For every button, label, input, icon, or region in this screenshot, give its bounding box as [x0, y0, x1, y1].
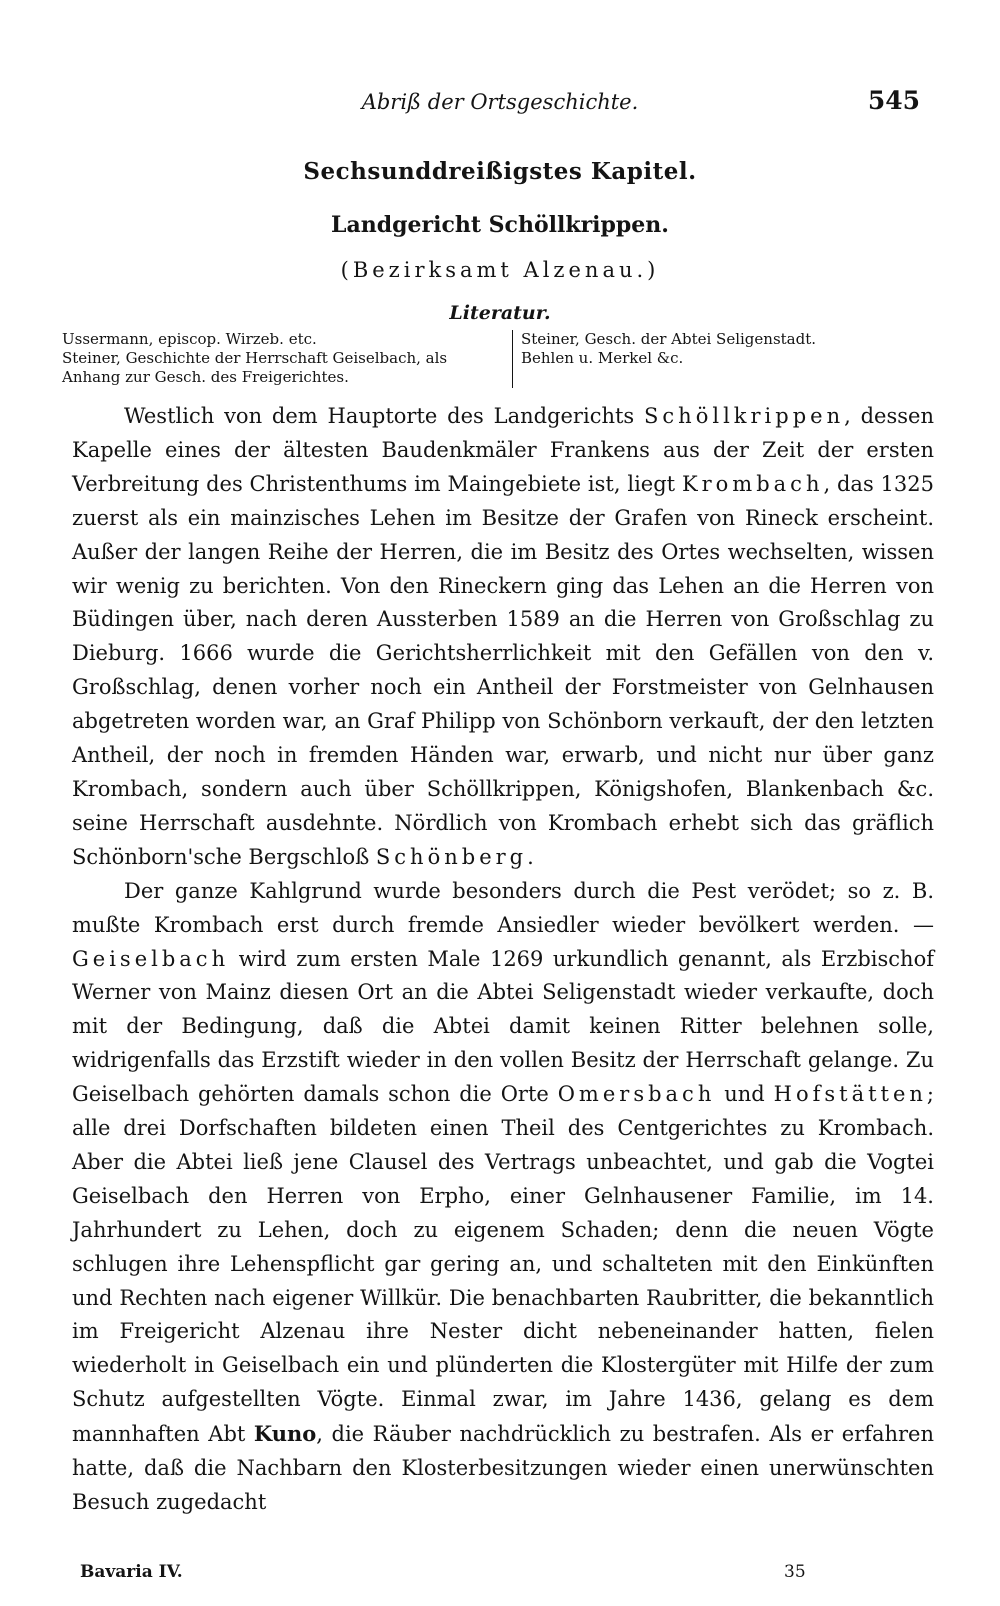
page-footer: [0, 1562, 1000, 1586]
literature-left-column: [62, 330, 500, 387]
chapter-title: Sechsunddreißigstes Kapitel.: [303, 158, 697, 185]
paragraph: Der ganze Kahlgrund wurde besonders durch die Pest verödet; so z. B. mußte Krombach erst durch fremde Ansiedler wieder bevölkert werden. — Geiselbach wird zum ersten Male 1269 urkundlich genannt, als Erzbischof Werner von Mainz diesen Ort an die Abtei Seligenstadt wieder verkaufte, doch mit der Bedingung, daß die Abtei damit keinen Ritter belehnen solle, widrigenfalls das Erzstift wieder in den vollen Besitz der Herrschaft gelange. Zu Geiselbach gehörten damals schon die Orte Omersbach und Hofstätten; alle drei Dorfschaften bildeten einen Theil des Centgerichtes zu Krombach. Aber die Abtei ließ jene Clausel des Vertrags unbeachtet, und gab die Vogtei Geiselbach den Herren von Erpho, einer Gelnhausener Familie, im 14. Jahrhundert zu Lehen, doch zu eigenem Schaden; denn die neuen Vögte schlugen ihre Lehenspflicht gar gering an, und schalteten mit den Einkünften und Rechten nach eigener Willkür. Die benachbarten Raubritter, die bekanntlich im Freigericht Alzenau ihre Nester dicht nebeneinander hatten, fielen wiederholt in Geiselbach ein und plünderten die Klostergüter mit Hilfe der zum Schutz aufgestellten Vögte. Einmal zwar, im Jahre 1436, gelang es dem mannhaften Abt Kuno, die Räuber nachdrücklich zu bestrafen. Als er erfahren hatte, daß die Nachbarn den Klosterbesitzungen wieder einen unerwünschten Besuch zugedacht: [72, 878, 934, 1514]
place-name: Schönberg: [375, 844, 528, 869]
body-text: [72, 400, 934, 1520]
page-number: 545: [867, 86, 920, 115]
place-name: Geiselbach: [72, 946, 230, 971]
running-head: [0, 86, 1000, 126]
place-name: Krombach: [681, 471, 824, 496]
literature-entry: Anhang zur Gesch. des Freigerichtes.: [62, 368, 349, 386]
paragraph: Westlich von dem Hauptorte des Landgerichts Schöllkrippen, dessen Kapelle eines der ältesten Baudenkmäler Frankens aus der Zeit der ersten Verbreitung des Christenthums im Maingebiete ist, liegt Krombach, das 1325 zuerst als ein mainzisches Lehen im Besitze der Grafen von Rineck erscheint. Außer der langen Reihe der Herren, die im Besitz des Ortes wechselten, wissen wir wenig zu berichten. Von den Rineckern ging das Lehen an die Herren von Büdingen über, nach deren Aussterben 1589 an die Herren von Großschlag zu Dieburg. 1666 wurde die Gerichtsherrlichkeit mit den Gefällen von den v. Großschlag, denen vorher noch ein Antheil der Forstmeister von Gelnhausen abgetreten worden war, an Graf Philipp von Schönborn verkauft, der den letzten Antheil, der noch in fremden Händen war, erwarb, und nicht nur über ganz Krombach, sondern auch über Schöllkrippen, Königshofen, Blankenbach &c. seine Herrschaft ausdehnte. Nördlich von Krombach erhebt sich das gräflich Schönborn'sche Bergschloß Schönberg.: [72, 404, 934, 869]
literature-entry: Steiner, Gesch. der Abtei Seligenstadt.: [521, 330, 817, 348]
literature-right-column: [512, 330, 951, 388]
footer-sheet-number: 35: [784, 1562, 806, 1582]
footer-signature: Bavaria IV.: [80, 1562, 183, 1582]
literature-entry: Ussermann, episcop. Wirzeb. etc.: [62, 330, 317, 348]
place-name: Schöllkrippen: [644, 404, 845, 428]
literature-entry: Behlen u. Merkel &c.: [521, 349, 684, 367]
place-name: Omersbach: [557, 1082, 716, 1107]
person-name: Kuno: [253, 1421, 317, 1447]
literature-entry: Steiner, Geschichte der Herrschaft Geiselbach, als: [62, 349, 448, 367]
running-head-title: Abriß der Ortsgeschichte.: [361, 90, 639, 114]
section-title: Landgericht Schöllkrippen.: [331, 212, 669, 238]
district-subtitle: (Bezirksamt Alzenau.): [340, 258, 660, 282]
literature-heading: Literatur.: [449, 302, 551, 324]
place-name: Hofstätten: [773, 1082, 927, 1107]
